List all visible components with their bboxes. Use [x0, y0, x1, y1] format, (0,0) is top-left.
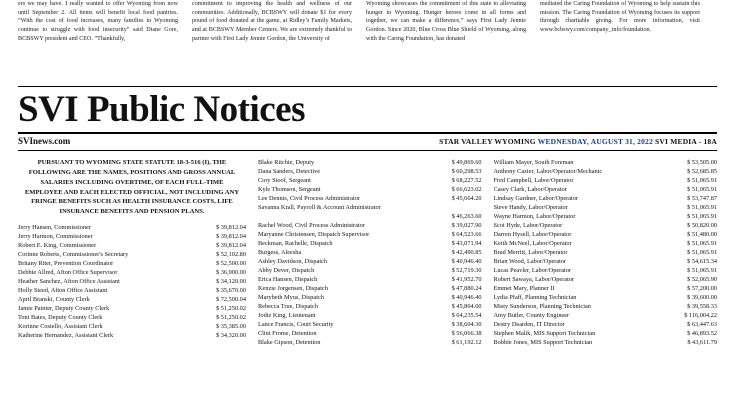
employee-salary: $ 40,946.40 [451, 257, 482, 265]
employee-salary: $ 52,719.30 [451, 266, 482, 274]
table-row [494, 338, 718, 347]
table-row [494, 176, 718, 185]
employee-salary: $ 39,600.00 [687, 293, 718, 301]
table-row [18, 232, 246, 241]
article-paragraph: mediated the Caring Foundation of Wyoming to help sustain this mission. The Caring Foundation of Wyoming focuses its support through charitable giving. For more information, visit www.bcbswy.com/company_info/foundation. [540, 1, 700, 33]
table-row [18, 268, 246, 277]
masthead-heavy-rule [18, 132, 717, 134]
table-row [494, 329, 718, 338]
article-paragraph: Wyoming showcases the commitment of this state to alleviating hunger in Wyoming. Hunger heroes come in all forms and together, we can make a difference,” says First Lady Jennie Gordon. Since 2020, Blue Cross Blue Shield of Wyoming, along with the Caring Foundation, has donated [366, 1, 526, 42]
article-column-4 [540, 0, 700, 86]
employee-name: Debbie Allred, Afton Office Supervisor [18, 269, 118, 277]
table-row [258, 158, 482, 167]
employee-salary: $ 45,664.20 [451, 194, 482, 202]
table-row [18, 304, 246, 313]
employee-salary: $ 36,900.00 [216, 269, 246, 277]
table-row [494, 158, 718, 167]
website-label[interactable]: SVInews.com [18, 135, 71, 146]
employee-name: Rachel Wood, Civil Process Administrator [257, 221, 365, 229]
employee-salary: $ 47,880.24 [451, 284, 482, 292]
employee-salary: $ 39,812.04 [216, 242, 246, 250]
employee-name: Britany Riter, Prevention Coordinator [18, 260, 114, 268]
issue-info [439, 137, 717, 146]
article-column-3 [366, 0, 526, 86]
employee-name: Stephen Malik, MIS Support Technician [493, 329, 596, 337]
employee-name: Casey Clark, Labor/Operator [493, 185, 567, 193]
employee-name: Brad Merritt, Labor/Operator [493, 248, 568, 256]
article-column-1 [18, 0, 178, 86]
employee-name: Heather Sanchez, Afton Office Assistant [18, 278, 120, 286]
table-row [18, 259, 246, 268]
employee-salary: $ 46,263.60 [451, 212, 482, 220]
employee-salary: $ 52,102.80 [216, 251, 246, 259]
table-row [258, 194, 482, 203]
table-row [258, 293, 482, 302]
employee-salary: $ 50,820.00 [687, 221, 718, 229]
employee-name: Rebecca True, Dispatch [257, 302, 318, 310]
employee-name: Bobbie Jones, MIS Support Technician [493, 338, 593, 346]
employee-name: Lindsay Gardner, Labor/Operator [493, 194, 579, 202]
employee-salary: $ 53,505.00 [687, 158, 718, 166]
employee-name: Jamie Painter, Deputy County Clerk [18, 305, 110, 313]
employee-salary: $ 39,558.33 [687, 302, 718, 310]
table-row [258, 248, 482, 257]
employee-salary: $ 38,604.30 [451, 320, 482, 328]
employee-name: Brian Wood, Labor/Operator [493, 257, 567, 265]
employee-name: Darren Hysell, Labor/Operator [493, 230, 572, 238]
employee-name: Dana Sanders, Detective [257, 167, 321, 175]
table-row [258, 257, 482, 266]
employee-salary: $ 60,298.53 [451, 167, 482, 175]
table-row [258, 203, 482, 212]
employee-salary: $ 64,523.66 [451, 230, 482, 238]
employee-name: Blake Gipson, Detention [257, 338, 321, 346]
employee-salary: $ 46,893.52 [687, 329, 718, 337]
salary-list-3 [494, 158, 718, 347]
employee-salary: $ 72,500.04 [216, 296, 246, 304]
table-row [494, 230, 718, 239]
issue-date: WEDNESDAY, AUGUST 31, 2022 [537, 136, 653, 146]
employee-salary: $ 66,623.02 [451, 185, 482, 193]
table-row [258, 230, 482, 239]
table-row [494, 239, 718, 248]
employee-name: Steve Handy, Labor/Operator [493, 203, 568, 211]
employee-salary: $ 61,192.12 [451, 338, 482, 346]
employee-salary: $ 56,066.38 [451, 329, 482, 337]
notice-intro: PURSUANT TO WYOMING STATE STATUTE 18-3-516 (I), THE FOLLOWING ARE THE NAMES, POSITIONS AND GROSS ANNUAL SALARIES INCLUDING OVERTIME, OF EACH FULL-TIME EMPLOYEE AND EACH ELECTED OFFICIAL, NOT INCLUDING ANY FRINGE BENEFITS SUCH AS HEALTH INSURANCE COSTS, LIFE INSURANCE BENEFITS AND PENSION PLANS. [24, 158, 240, 216]
salary-column-1 [18, 158, 246, 347]
employee-salary: $ 51,065.91 [687, 212, 718, 220]
table-row [494, 257, 718, 266]
employee-name: Amy Butler, County Engineer [493, 311, 570, 319]
table-row [18, 223, 246, 232]
table-row [258, 266, 482, 275]
table-row [18, 331, 246, 340]
table-row [258, 320, 482, 329]
employee-name: Savanna Krall, Payroll & Account Administrator [257, 203, 381, 211]
table-row [494, 320, 718, 329]
employee-name: Lucas Peavler, Labor/Operator [493, 266, 572, 274]
employee-salary: $ 39,027.90 [451, 221, 482, 229]
employee-name: Robert Sawaya, Labor/Operator [493, 275, 575, 283]
employee-name: Burgess, Aleesha [257, 248, 302, 256]
employee-salary: $ 49,869.60 [451, 158, 482, 166]
employee-salary: $ 51,065.91 [687, 203, 718, 211]
page-number: SVI MEDIA - 18A [655, 136, 717, 146]
employee-name: Lee Dennis, Civil Process Administrator [257, 194, 360, 202]
salary-column-2 [258, 158, 482, 347]
table-row [258, 338, 482, 347]
employee-name: Cory Stoof, Sergeant [257, 176, 311, 184]
employee-salary: $ 34,120.00 [216, 278, 246, 286]
employee-salary: $ 42,490.85 [451, 248, 482, 256]
employee-salary: $ 51,250.02 [216, 305, 246, 313]
employee-name: Jerry Hansen, Commissioner [18, 224, 91, 232]
employee-salary: $ 64,235.54 [451, 311, 482, 319]
employee-salary: $ 52,500.00 [216, 260, 246, 268]
employee-name: Kenzie Jorgensen, Dispatch [257, 284, 328, 292]
table-row [258, 311, 482, 320]
table-row [494, 167, 718, 176]
employee-name: Beckman, Rachelle, Dispatch [257, 239, 333, 247]
table-row [494, 248, 718, 257]
table-row [258, 221, 482, 230]
employee-name: Blake Ritchie, Deputy [257, 158, 315, 166]
table-row [494, 302, 718, 311]
employee-name: Emmet Mary, Planner II [493, 284, 555, 292]
table-row [18, 295, 246, 304]
employee-name: Destry Dearden, IT Director [493, 320, 565, 328]
employee-name: Jodie King, Lieutenant [257, 311, 316, 319]
employee-name: Corinne Roberts, Commissioner's Secretary [18, 251, 129, 259]
employee-name: Katherine Hernandez, Assistant Clerk [18, 332, 114, 340]
locale-label: STAR VALLEY WYOMING [439, 136, 536, 146]
employee-name: Abby Dever, Dispatch [257, 266, 315, 274]
employee-name: Robert E. King, Commissioner [18, 242, 97, 250]
table-row [258, 239, 482, 248]
table-row [258, 176, 482, 185]
salary-list-1 [18, 223, 246, 340]
employee-salary: $ 51,065.91 [687, 266, 718, 274]
employee-name: Scot Hyde, Labor/Operator [493, 221, 563, 229]
table-row [258, 284, 482, 293]
employee-name: Ashley Davidson, Dispatch [257, 257, 328, 265]
employee-salary: $ 39,812.04 [216, 233, 246, 241]
employee-salary: $ 52,685.85 [687, 167, 718, 175]
employee-name: Misty Sunderson, Planning Technician [493, 302, 591, 310]
article-paragraph: commitment to improving the health and wellness of our communities. Additionally, BCBSWY will donate $1 for every pound of food donated at the game, at Ridley’s Family Markets, and at BCBSWY Member Centers. We are extremely thankful to partner with First Lady Jennie Gordon, the University of [192, 1, 352, 42]
employee-salary: $ 35,385.00 [216, 323, 246, 331]
table-row [18, 313, 246, 322]
employee-name: William Mayer, South Foreman [493, 158, 574, 166]
article-paragraph: ers we may have. I really wanted to offer Wyoming from now until September 2. All items will benefit local food pantries. “With the cost of food increases, many families in Wyoming continue to struggle with food insecurity” said Diane Gore, BCBSWY president and CEO. “Thankfully, [18, 1, 178, 42]
table-row [18, 322, 246, 331]
table-row [494, 266, 718, 275]
page-title: SVI Public Notices [18, 89, 305, 130]
public-notice-body [0, 151, 735, 347]
table-row [258, 167, 482, 176]
employee-salary: $ 51,065.91 [687, 185, 718, 193]
table-row [258, 212, 482, 221]
employee-name [258, 212, 261, 221]
employee-name: Jerry Harmon, Commissioner [18, 233, 93, 241]
article-column-2 [192, 0, 352, 86]
continuation-articles [0, 0, 735, 86]
table-row [18, 286, 246, 295]
employee-name: April Branski, County Clerk [18, 296, 90, 304]
employee-salary: $ 57,200.00 [687, 284, 718, 292]
salary-column-3 [494, 158, 718, 347]
employee-name: Kyle Thomson, Sergeant [257, 185, 321, 193]
employee-name: Keith McNeel, Labor/Operator [493, 239, 572, 247]
employee-salary: $ 53,747.87 [687, 194, 718, 202]
employee-salary: $ 54,615.34 [687, 257, 718, 265]
table-row [494, 203, 718, 212]
employee-salary: $ 52,065.90 [687, 275, 718, 283]
employee-name: Anthony Cazier, Labor/Operator/Mechanic [493, 167, 603, 175]
employee-salary: $ 43,071.94 [451, 239, 482, 247]
employee-salary: $ 51,250.02 [216, 314, 246, 322]
employee-name: Clint Frome, Detention [257, 329, 317, 337]
employee-name: Maryanne Christensen, Dispatch Supervisor [257, 230, 370, 238]
table-row [258, 329, 482, 338]
employee-name: Marybeth Myus, Dispatch [257, 293, 324, 301]
table-row [494, 311, 718, 320]
employee-salary: $ 51,065.91 [687, 248, 718, 256]
employee-salary: $ 40,946.40 [451, 293, 482, 301]
table-row [258, 302, 482, 311]
employee-name: Wayne Harmon, Labor/Operator [493, 212, 576, 220]
salary-list-2 [258, 158, 482, 347]
employee-salary: $ 116,004.22 [684, 311, 718, 319]
employee-salary: $ 39,812.04 [216, 224, 246, 232]
employee-name: Lydia Pfaff, Planning Technician [493, 293, 577, 301]
employee-name: Korinne Costello, Assistant Clerk [18, 323, 103, 331]
table-row [494, 275, 718, 284]
employee-name: Erica Hansen, Dispatch [257, 275, 318, 283]
masthead-top-rule [18, 86, 717, 87]
employee-salary: $ 43,611.79 [687, 338, 718, 346]
masthead [0, 91, 735, 130]
employee-salary: $ 51,480.00 [687, 230, 718, 238]
table-row [258, 275, 482, 284]
table-row [18, 277, 246, 286]
table-row [494, 185, 718, 194]
employee-salary: $ 51,065.91 [687, 239, 718, 247]
table-row [18, 250, 246, 259]
employee-salary: $ 41,952.70 [451, 275, 482, 283]
employee-name: Toni Bates, Deputy County Clerk [18, 314, 103, 322]
employee-salary: $ 34,320.00 [216, 332, 246, 340]
table-row [18, 241, 246, 250]
employee-salary: $ 45,804.00 [451, 302, 482, 310]
employee-salary: $ 35,670.00 [216, 287, 246, 295]
employee-name: Fred Campbell, Labor/Operator [493, 176, 574, 184]
table-row [258, 185, 482, 194]
employee-name: Holly Steed, Afton Office Assistant [18, 287, 108, 295]
table-row [494, 293, 718, 302]
masthead-subline [18, 136, 717, 148]
table-row [494, 284, 718, 293]
table-row [494, 194, 718, 203]
employee-salary: $ 51,065.91 [687, 176, 718, 184]
table-row [494, 221, 718, 230]
employee-salary: $ 63,447.63 [687, 320, 718, 328]
employee-name: Lance Francis, Court Security [257, 320, 334, 328]
table-row [494, 212, 718, 221]
employee-salary: $ 68,227.52 [451, 176, 482, 184]
